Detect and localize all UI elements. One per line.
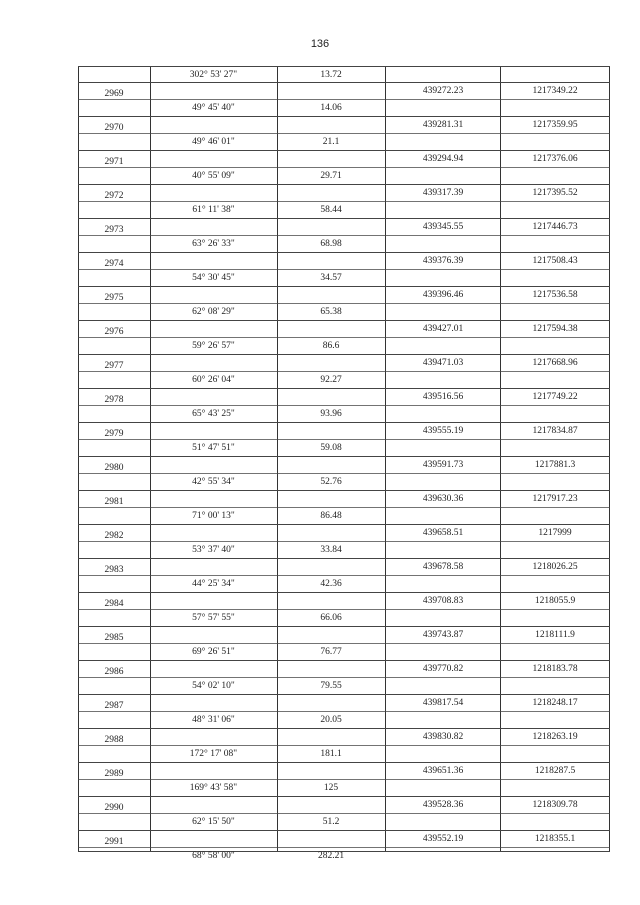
segment-length: 34.57 bbox=[320, 273, 342, 283]
row-midline bbox=[78, 371, 610, 372]
row-separator bbox=[78, 388, 610, 389]
row-separator bbox=[78, 796, 610, 797]
x-coordinate: 439317.39 bbox=[422, 188, 464, 198]
page-number: 136 bbox=[310, 38, 330, 50]
row-separator bbox=[78, 184, 610, 185]
point-number: 2976 bbox=[104, 327, 124, 337]
point-number: 2978 bbox=[104, 395, 124, 405]
segment-angle: 54° 02' 10" bbox=[192, 681, 235, 691]
row-midline bbox=[78, 235, 610, 236]
segment-angle: 169° 43' 58" bbox=[189, 783, 238, 793]
row-midline bbox=[78, 745, 610, 746]
x-coordinate: 439555.19 bbox=[422, 426, 464, 436]
row-separator bbox=[78, 558, 610, 559]
row-separator bbox=[78, 762, 610, 763]
segment-angle: 60° 26' 04" bbox=[192, 375, 235, 385]
point-number: 2983 bbox=[104, 565, 124, 575]
y-coordinate: 1217668.96 bbox=[532, 358, 578, 368]
segment-length: 29.71 bbox=[320, 171, 342, 181]
y-coordinate: 1218183.78 bbox=[532, 664, 578, 674]
y-coordinate: 1218287.5 bbox=[534, 766, 576, 776]
x-coordinate: 439830.82 bbox=[422, 732, 464, 742]
x-coordinate: 439658.51 bbox=[422, 528, 464, 538]
y-coordinate: 1217999 bbox=[538, 528, 572, 538]
segment-angle: 61° 11' 38" bbox=[192, 205, 235, 215]
point-number: 2991 bbox=[104, 837, 124, 847]
segment-angle: 51° 47' 51" bbox=[192, 443, 235, 453]
segment-angle: 49° 46' 01" bbox=[192, 137, 235, 147]
y-coordinate: 1217395.52 bbox=[532, 188, 578, 198]
x-coordinate: 439471.03 bbox=[422, 358, 464, 368]
segment-length: 86.6 bbox=[322, 341, 340, 351]
row-separator bbox=[78, 354, 610, 355]
segment-length: 51.2 bbox=[322, 817, 340, 827]
y-coordinate: 1217594.38 bbox=[532, 324, 578, 334]
segment-angle: 69° 26' 51" bbox=[192, 647, 235, 657]
segment-length: 65.38 bbox=[320, 307, 342, 317]
x-coordinate: 439281.31 bbox=[422, 120, 464, 130]
segment-length: 20.05 bbox=[320, 715, 342, 725]
row-separator bbox=[78, 694, 610, 695]
segment-length: 181.1 bbox=[320, 749, 342, 759]
point-number: 2987 bbox=[104, 701, 124, 711]
row-midline bbox=[78, 677, 610, 678]
x-coordinate: 439516.56 bbox=[422, 392, 464, 402]
row-midline bbox=[78, 507, 610, 508]
segment-length: 14.06 bbox=[320, 103, 342, 113]
row-separator bbox=[78, 626, 610, 627]
segment-length: 79.55 bbox=[320, 681, 342, 691]
point-number: 2971 bbox=[104, 157, 124, 167]
y-coordinate: 1217834.87 bbox=[532, 426, 578, 436]
segment-angle: 44° 25' 34" bbox=[192, 579, 235, 589]
point-number: 2974 bbox=[104, 259, 124, 269]
y-coordinate: 1217917.23 bbox=[532, 494, 578, 504]
y-coordinate: 1217881.3 bbox=[534, 460, 576, 470]
row-separator bbox=[78, 286, 610, 287]
row-separator bbox=[78, 116, 610, 117]
row-midline bbox=[78, 779, 610, 780]
point-number: 2972 bbox=[104, 191, 124, 201]
point-number: 2975 bbox=[104, 293, 124, 303]
row-separator bbox=[78, 592, 610, 593]
segment-angle: 68° 58' 00" bbox=[192, 851, 235, 861]
x-coordinate: 439591.73 bbox=[422, 460, 464, 470]
row-separator bbox=[78, 150, 610, 151]
row-midline bbox=[78, 711, 610, 712]
segment-length: 92.27 bbox=[320, 375, 342, 385]
row-separator bbox=[78, 82, 610, 83]
x-coordinate: 439770.82 bbox=[422, 664, 464, 674]
segment-length: 58.44 bbox=[320, 205, 342, 215]
segment-length: 93.96 bbox=[320, 409, 342, 419]
row-midline bbox=[78, 439, 610, 440]
point-number: 2977 bbox=[104, 361, 124, 371]
point-number: 2973 bbox=[104, 225, 124, 235]
y-coordinate: 1218355.1 bbox=[534, 834, 576, 844]
row-separator bbox=[78, 660, 610, 661]
x-coordinate: 439396.46 bbox=[422, 290, 464, 300]
segment-angle: 62° 08' 29" bbox=[192, 307, 235, 317]
segment-length: 42.36 bbox=[320, 579, 342, 589]
segment-length: 66.06 bbox=[320, 613, 342, 623]
row-separator bbox=[78, 456, 610, 457]
row-midline bbox=[78, 609, 610, 610]
y-coordinate: 1217359.95 bbox=[532, 120, 578, 130]
segment-angle: 63° 26' 33" bbox=[192, 239, 235, 249]
x-coordinate: 439552.19 bbox=[422, 834, 464, 844]
y-coordinate: 1217536.58 bbox=[532, 290, 578, 300]
row-separator bbox=[78, 252, 610, 253]
row-midline bbox=[78, 643, 610, 644]
y-coordinate: 1217349.22 bbox=[532, 86, 578, 96]
segment-angle: 65° 43' 25" bbox=[192, 409, 235, 419]
segment-length: 13.72 bbox=[320, 70, 342, 80]
point-number: 2985 bbox=[104, 633, 124, 643]
y-coordinate: 1218026.25 bbox=[532, 562, 578, 572]
point-number: 2979 bbox=[104, 429, 124, 439]
segment-length: 21.1 bbox=[322, 137, 340, 147]
segment-angle: 49° 45' 40" bbox=[192, 103, 235, 113]
y-coordinate: 1218055.9 bbox=[534, 596, 576, 606]
segment-angle: 42° 55' 34" bbox=[192, 477, 235, 487]
segment-angle: 48° 31' 06" bbox=[192, 715, 235, 725]
segment-angle: 53° 37' 40" bbox=[192, 545, 235, 555]
y-coordinate: 1218111.9 bbox=[535, 630, 575, 640]
x-coordinate: 439678.58 bbox=[422, 562, 464, 572]
y-coordinate: 1217376.06 bbox=[532, 154, 578, 164]
table-top-border bbox=[78, 66, 610, 67]
row-separator bbox=[78, 728, 610, 729]
x-coordinate: 439528.36 bbox=[422, 800, 464, 810]
row-midline bbox=[78, 575, 610, 576]
segment-angle: 172° 17' 08" bbox=[189, 749, 238, 759]
y-coordinate: 1218309.78 bbox=[532, 800, 578, 810]
y-coordinate: 1218248.17 bbox=[532, 698, 578, 708]
x-coordinate: 439294.94 bbox=[422, 154, 464, 164]
row-separator bbox=[78, 320, 610, 321]
point-number: 2970 bbox=[104, 123, 124, 133]
x-coordinate: 439427.01 bbox=[422, 324, 464, 334]
point-number: 2988 bbox=[104, 735, 124, 745]
row-midline bbox=[78, 813, 610, 814]
x-coordinate: 439630.36 bbox=[422, 494, 464, 504]
row-separator bbox=[78, 218, 610, 219]
point-number: 2969 bbox=[104, 89, 124, 99]
segment-length: 282.21 bbox=[317, 851, 345, 861]
segment-length: 33.84 bbox=[320, 545, 342, 555]
point-number: 2982 bbox=[104, 531, 124, 541]
point-number: 2990 bbox=[104, 803, 124, 813]
segment-angle: 71° 00' 13" bbox=[192, 511, 235, 521]
row-midline bbox=[78, 303, 610, 304]
row-separator bbox=[78, 830, 610, 831]
point-number: 2981 bbox=[104, 497, 124, 507]
x-coordinate: 439743.87 bbox=[422, 630, 464, 640]
row-midline bbox=[78, 473, 610, 474]
x-coordinate: 439272.23 bbox=[422, 86, 464, 96]
y-coordinate: 1217446.73 bbox=[532, 222, 578, 232]
segment-length: 59.08 bbox=[320, 443, 342, 453]
segment-angle: 54° 30' 45" bbox=[192, 273, 235, 283]
x-coordinate: 439708.83 bbox=[422, 596, 464, 606]
row-midline bbox=[78, 269, 610, 270]
y-coordinate: 1217749.22 bbox=[532, 392, 578, 402]
point-number: 2980 bbox=[104, 463, 124, 473]
segment-angle: 302° 53' 27" bbox=[189, 70, 238, 80]
segment-angle: 62° 15' 50" bbox=[192, 817, 235, 827]
y-coordinate: 1217508.43 bbox=[532, 256, 578, 266]
point-number: 2986 bbox=[104, 667, 124, 677]
segment-length: 76.77 bbox=[320, 647, 342, 657]
row-midline bbox=[78, 847, 610, 848]
row-midline bbox=[78, 405, 610, 406]
segment-length: 68.98 bbox=[320, 239, 342, 249]
row-midline bbox=[78, 541, 610, 542]
segment-length: 125 bbox=[323, 783, 339, 793]
row-midline bbox=[78, 337, 610, 338]
row-midline bbox=[78, 99, 610, 100]
point-number: 2984 bbox=[104, 599, 124, 609]
point-number: 2989 bbox=[104, 769, 124, 779]
segment-angle: 40° 55' 09" bbox=[192, 171, 235, 181]
x-coordinate: 439345.55 bbox=[422, 222, 464, 232]
segment-length: 52.76 bbox=[320, 477, 342, 487]
segment-angle: 59° 26' 57" bbox=[192, 341, 235, 351]
y-coordinate: 1218263.19 bbox=[532, 732, 578, 742]
segment-angle: 57° 57' 55" bbox=[192, 613, 235, 623]
row-midline bbox=[78, 201, 610, 202]
x-coordinate: 439817.54 bbox=[422, 698, 464, 708]
row-separator bbox=[78, 524, 610, 525]
segment-length: 86.48 bbox=[320, 511, 342, 521]
coordinate-table bbox=[78, 66, 610, 861]
x-coordinate: 439376.39 bbox=[422, 256, 464, 266]
row-midline bbox=[78, 167, 610, 168]
row-separator bbox=[78, 490, 610, 491]
row-separator bbox=[78, 422, 610, 423]
x-coordinate: 439651.36 bbox=[422, 766, 464, 776]
row-midline bbox=[78, 133, 610, 134]
